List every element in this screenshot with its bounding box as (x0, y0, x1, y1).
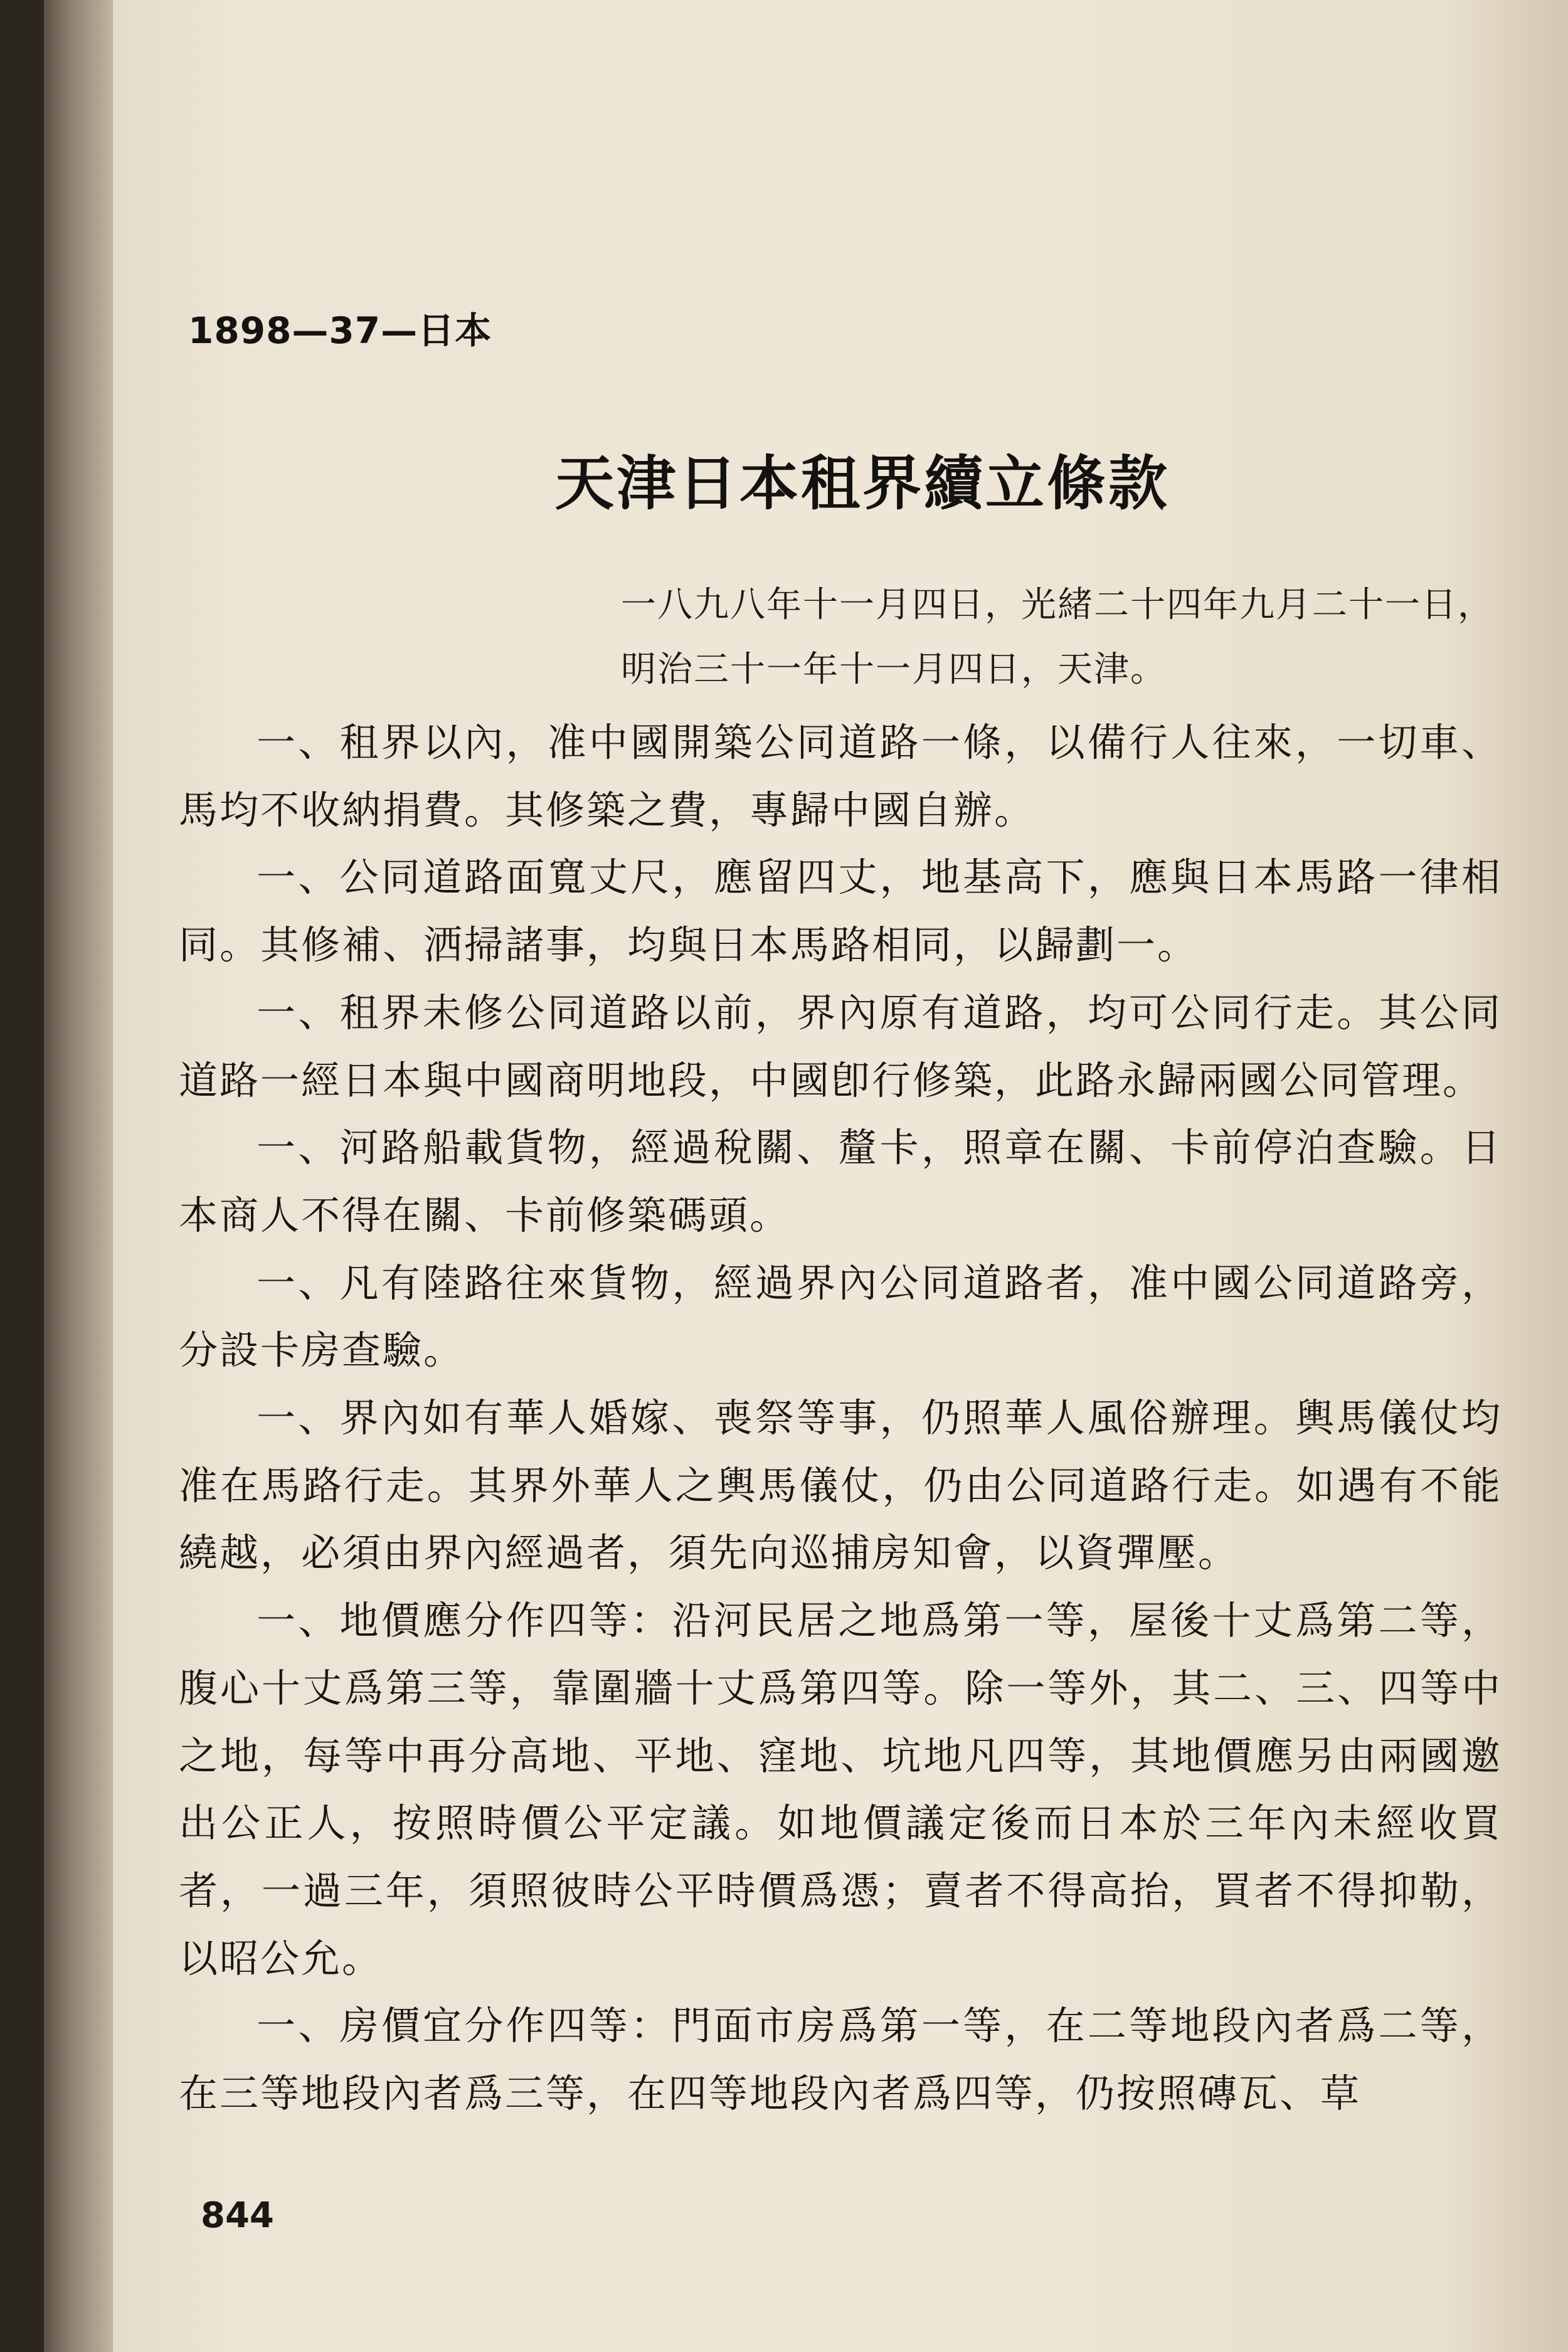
paragraph: 一、公同道路面寬丈尺，應留四丈，地基高下，應與日本馬路一律相同。其修補、洒掃諸事，均與日本馬路相同，以歸劃一。 (179, 854, 1502, 968)
date-line-1: 一八九八年十一月四日，光緒二十四年九月二十一日， (621, 585, 1494, 625)
document-body (179, 709, 1502, 2127)
document-title: 天津日本租界續立條款 (554, 449, 1170, 518)
page-gutter (44, 0, 113, 2352)
paragraph: 一、租界未修公同道路以前，界內原有道路，均可公同行走。其公同道路一經日本與中國商明地段，中國卽行修築，此路永歸兩國公同管理。 (179, 989, 1502, 1103)
paragraph: 一、租界以內，准中國開築公同道路一條，以備行人往來，一切車、馬均不收納捐費。其修築之費，專歸中國自辦。 (179, 719, 1502, 833)
paragraph: 一、界內如有華人婚嫁、喪祭等事，仍照華人風俗辦理。輿馬儀仗均准在馬路行走。其界外華人之輿馬儀仗，仍由公同道路行走。如遇有不能繞越，必須由界內經過者，須先向巡捕房知會，以資彈壓。 (179, 1395, 1502, 1576)
book-page (44, 0, 1568, 2352)
paragraph: 一、凡有陸路往來貨物，經過界內公同道路者，准中國公同道路旁，分設卡房查驗。 (179, 1259, 1502, 1374)
section-header: 1898—37—日本 (188, 309, 492, 352)
date-line-2: 明治三十一年十一月四日，天津。 (621, 649, 1167, 690)
paragraph: 一、地價應分作四等：沿河民居之地爲第一等，屋後十丈爲第二等，腹心十丈爲第三等，靠圍牆十丈爲第四等。除一等外，其二、三、四等中之地，每等中再分高地、平地、窪地、坑地凡四等，其地價應另由兩國邀出公正人，按照時價公平定議。如地價議定後而日本於三年內未經收買者，一過三年，須照彼時公平時價爲憑；賣者不得高抬，買者不得抑勒，以昭公允。 (179, 1597, 1502, 1981)
paragraph: 一、房價宜分作四等：門面市房爲第一等，在二等地段內者爲二等，在三等地段內者爲三等，在四等地段內者爲四等，仍按照磚瓦、草 (179, 2003, 1502, 2117)
page-number: 844 (201, 2195, 274, 2236)
paragraph: 一、河路船載貨物，經過稅關、釐卡，照章在關、卡前停泊查驗。日本商人不得在關、卡前修築碼頭。 (179, 1125, 1502, 1238)
